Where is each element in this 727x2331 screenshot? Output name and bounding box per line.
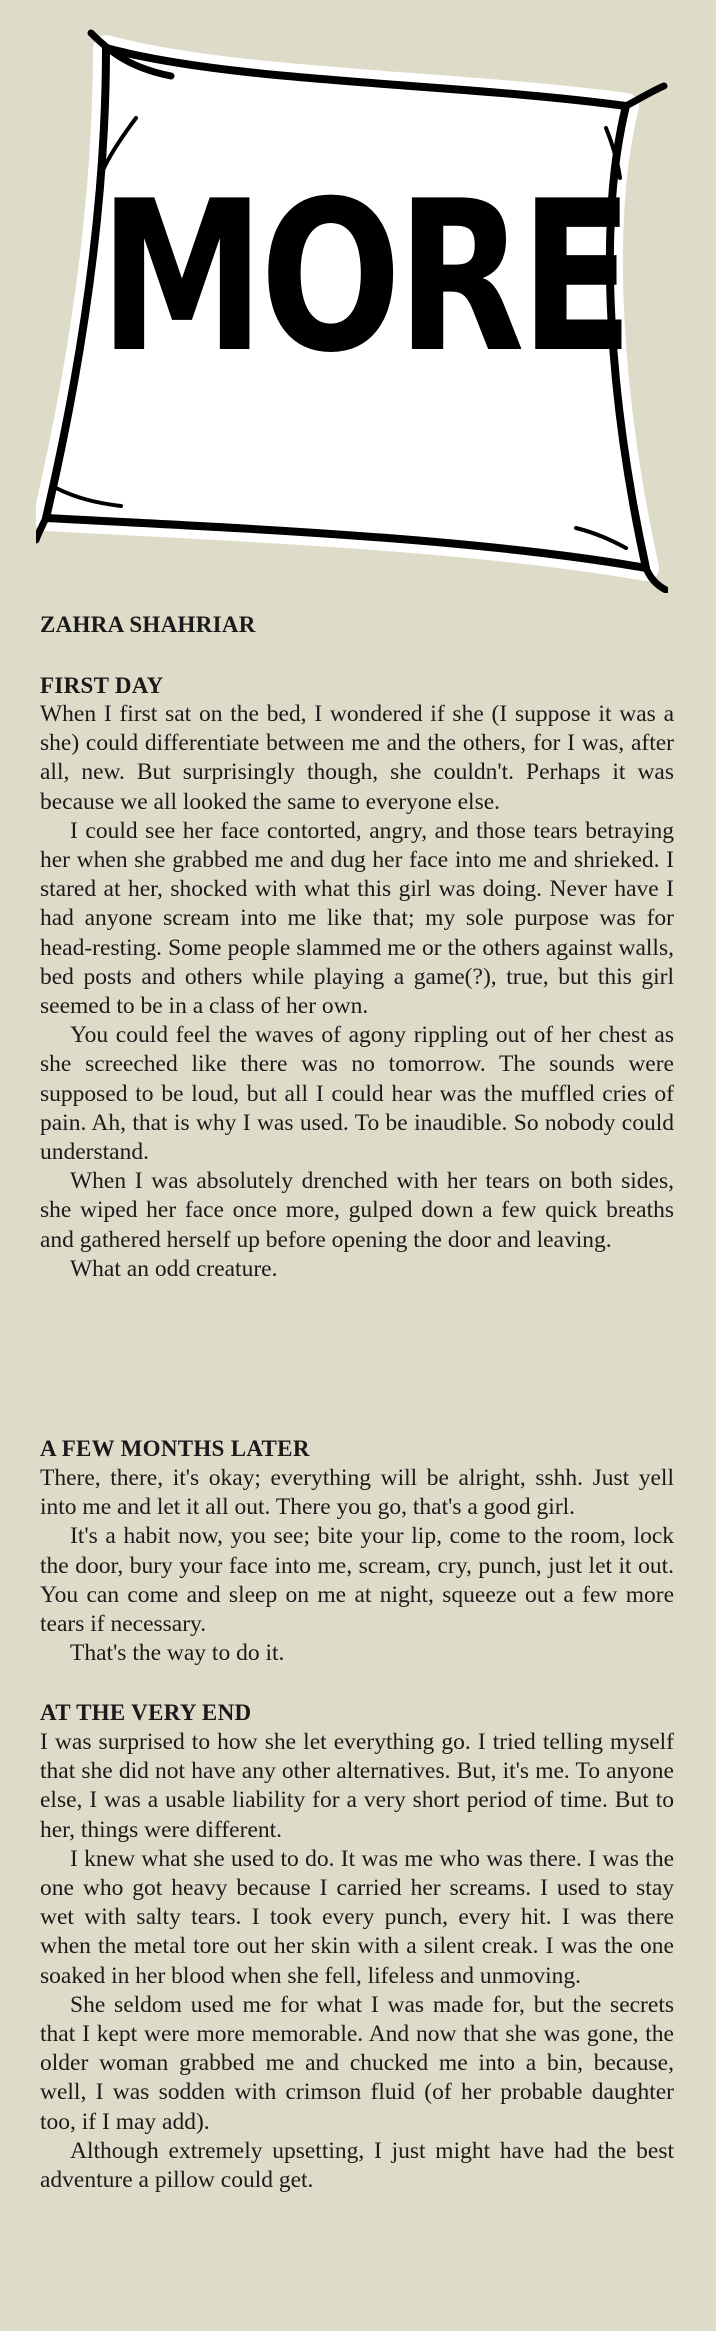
- paragraph: Although extremely upsetting, I just might have had the best adventure a pillow could get.: [40, 2137, 674, 2194]
- paragraph: When I first sat on the bed, I wondered if she (I suppose it was a she) could differentiate between me and the others, for I was, after all, new. But surprisingly though, she couldn't. Perhaps it was because we all looked the same to everyone else.: [40, 701, 674, 815]
- paragraph: It's a habit now, you see; bite your lip, come to the room, lock the door, bury your face into me, scream, cry, punch, just let it out. You can come and sleep on me at night, squeeze out a few more tears if necessary.: [40, 1523, 674, 1638]
- section-heading-first-day: FIRST DAY: [40, 673, 164, 698]
- section-body-at-the-very-end: [40, 1728, 674, 2195]
- section-heading-a-few-months-later: A FEW MONTHS LATER: [40, 1436, 310, 1461]
- paragraph: I was surprised to how she let everything go. I tried telling myself that she did not have any other alternatives. But, it's me. To anyone else, I was a usable liability for a very short period of time. But to her, things were different.: [40, 1729, 674, 1843]
- section-heading-at-the-very-end: AT THE VERY END: [40, 1700, 252, 1725]
- paragraph: I knew what she used to do. It was me who was there. I was the one who got heavy because I carried her screams. I used to stay wet with salty tears. I took every punch, every hit. I was there when the metal tore out her skin with a silent creak. I was the one soaked in her blood when she fell, lifeless and unmoving.: [40, 1845, 674, 1989]
- author-byline: ZAHRA SHAHRIAR: [40, 612, 256, 637]
- section-body-first-day: [40, 700, 674, 1284]
- paragraph: That's the way to do it.: [70, 1640, 285, 1667]
- page-title: MORE: [99, 157, 629, 399]
- paragraph: What an odd creature.: [70, 1255, 278, 1282]
- page-edge-strip: [716, 0, 727, 2331]
- paragraph: You could feel the waves of agony rippling out of her chest as she screeched like there was no tomorrow. The sounds were supposed to be loud, but all I could hear was the muffled cries of pain. Ah, that is why I was used. To be inaudible. So nobody could understand.: [40, 1022, 674, 1166]
- paragraph: When I was absolutely drenched with her tears on both sides, she wiped her face once more, gulped down a few quick breaths and gathered herself up before opening the door and leaving.: [40, 1168, 674, 1253]
- paragraph: She seldom used me for what I was made for, but the secrets that I kept were more memorable. And now that she was gone, the older woman grabbed me and chucked me into a bin, because, well, I was sodden with crimson fluid (of her probable daughter too, if I may add).: [40, 1991, 674, 2135]
- paragraph: There, there, it's okay; everything will be alright, sshh. Just yell into me and let it all out. There you go, that's a good girl.: [40, 1465, 674, 1521]
- section-body-a-few-months-later: [40, 1464, 674, 1668]
- pillow-title-graphic: [36, 28, 668, 593]
- paragraph: I could see her face contorted, angry, and those tears betraying her when she grabbed me and dug her face into me and shrieked. I stared at her, shocked with what this girl was doing. Never have I had anyone scream into me like that; my sole purpose was for head-resting. Some people slammed me or the others against walls, bed posts and others while playing a game(?), true, but this girl seemed to be in a class of her own.: [40, 817, 674, 1020]
